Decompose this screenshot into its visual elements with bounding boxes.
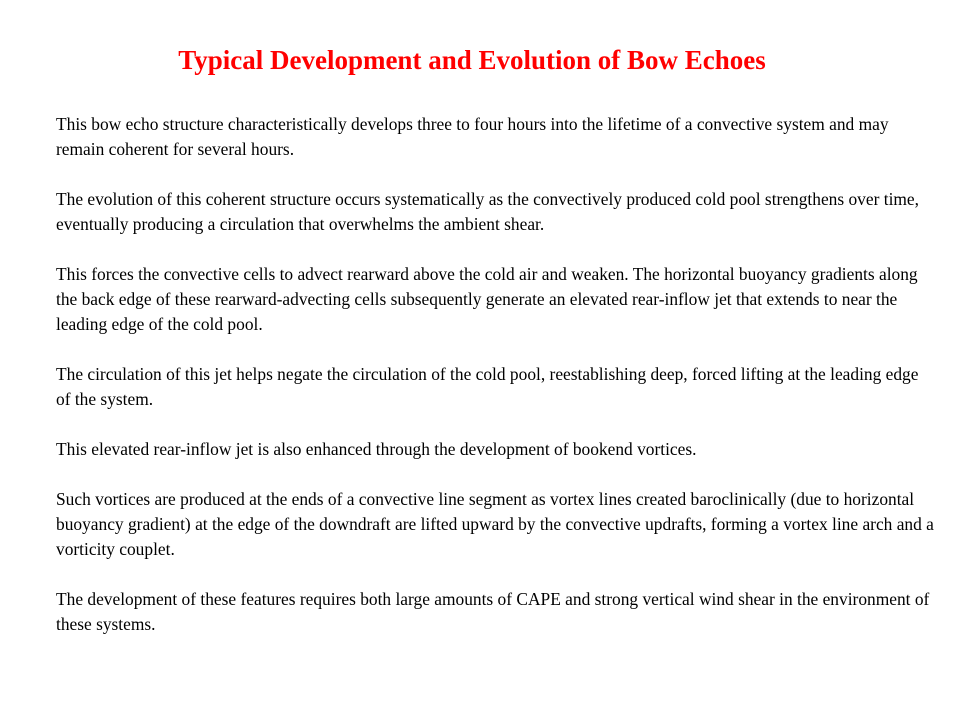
- slide-title: Typical Development and Evolution of Bow Echoes: [178, 45, 766, 75]
- paragraph-7: The development of these features requires both large amounts of CAPE and strong vertical wind shear in the environment of these systems.: [56, 589, 930, 634]
- paragraph-1: This bow echo structure characteristically develops three to four hours into the lifetime of a convective system and may remain coherent for several hours.: [56, 114, 889, 159]
- paragraph-2: The evolution of this coherent structure occurs systematically as the convectively produced cold pool strengthens over time, eventually producing a circulation that overwhelms the ambient shear.: [56, 189, 919, 234]
- paragraph-4: The circulation of this jet helps negate the circulation of the cold pool, reestablishing deep, forced lifting at the leading edge of the system.: [56, 364, 919, 409]
- paragraph-5: This elevated rear-inflow jet is also enhanced through the development of bookend vortices.: [56, 439, 697, 459]
- paragraph-6: Such vortices are produced at the ends of a convective line segment as vortex lines created baroclinically (due to horizontal buoyancy gradient) at the edge of the downdraft are lifted upward by the convective updrafts, forming a vortex line arch and a vorticity couplet.: [56, 489, 934, 559]
- slide-body: [56, 112, 936, 662]
- paragraph-3: This forces the convective cells to advect rearward above the cold air and weaken. The horizontal buoyancy gradients along the back edge of these rearward-advecting cells subsequently generate an elevated rear-inflow jet that extends to near the leading edge of the cold pool.: [56, 264, 918, 334]
